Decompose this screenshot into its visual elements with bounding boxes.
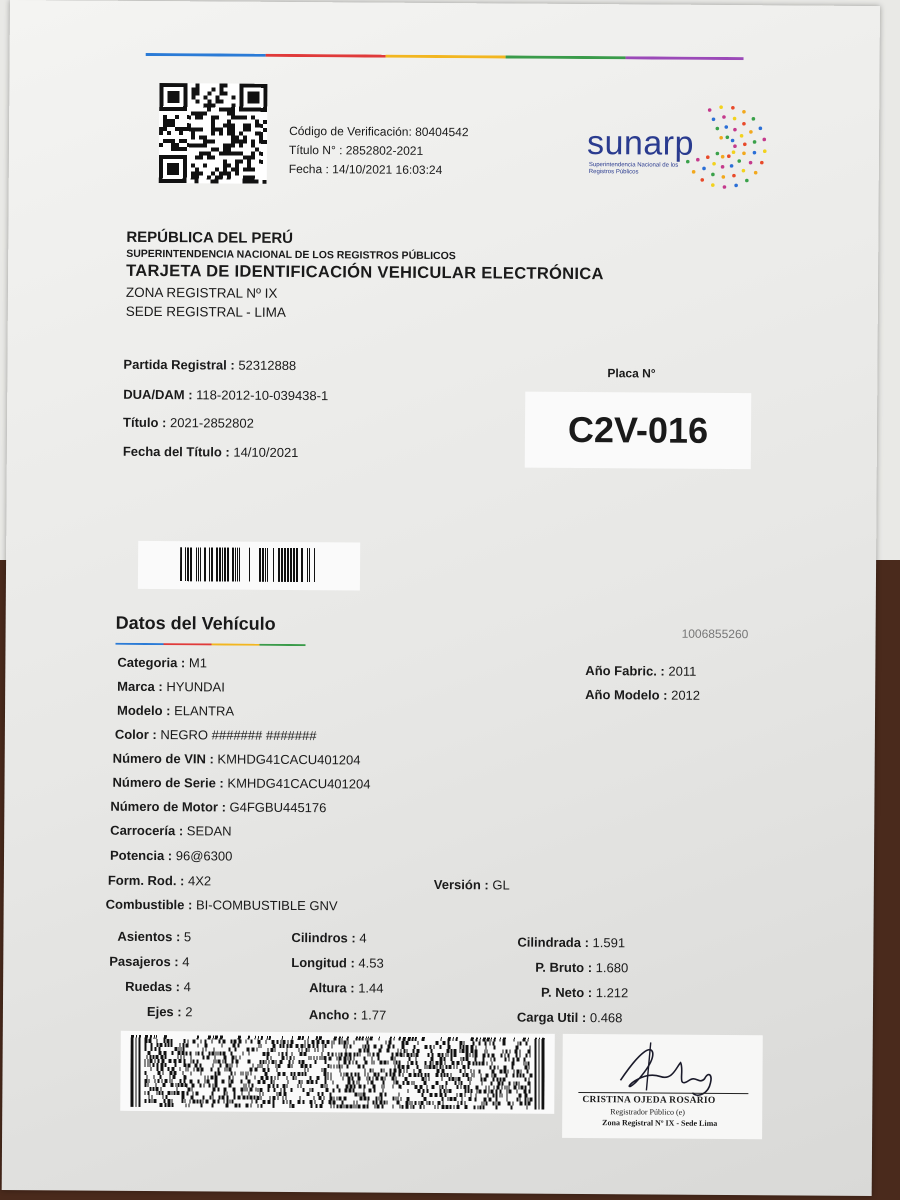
anio-fabric-field (585, 663, 696, 679)
pasajeros-value: 4 (182, 954, 190, 970)
vin-value: KMHDG41CACU401204 (217, 751, 361, 768)
document-title: TARJETA DE IDENTIFICACIÓN VEHICULAR ELECTRÓNICA (126, 261, 604, 284)
ruedas-value: 4 (183, 979, 191, 995)
ejes-field (147, 1004, 193, 1019)
carroceria-label: Carrocería : (110, 822, 184, 839)
document-code: 1006855260 (681, 626, 749, 642)
modelo-label: Modelo : (116, 702, 171, 719)
motor-field (110, 799, 326, 816)
anio-fabric-label: Año Fabric. : (585, 663, 665, 679)
cilindrada-field (517, 935, 625, 951)
document-header (126, 229, 604, 322)
logo-subtitle: Superintendencia Nacional de los Registros Públicos (588, 162, 679, 176)
signature-block (562, 1034, 763, 1139)
form-rod-value: 4X2 (187, 873, 212, 889)
anio-modelo-value: 2012 (671, 687, 701, 703)
ejes-label: Ejes : (146, 1003, 182, 1020)
ancho-value: 1.77 (360, 1007, 387, 1023)
modelo-value: ELANTRA (174, 703, 235, 719)
asientos-label: Asientos : (117, 928, 181, 945)
country-name: REPÚBLICA DEL PERÚ (126, 228, 294, 247)
modelo-field (117, 703, 234, 719)
section-underline (116, 643, 306, 646)
vin-field (113, 751, 361, 768)
agency-name: SUPERINTENDENCIA NACIONAL DE LOS REGISTROS PÚBLICOS (126, 247, 456, 263)
cilindrada-label: Cilindrada : (517, 934, 590, 951)
cilindros-field (291, 930, 366, 946)
p-bruto-label: P. Bruto : (535, 959, 593, 976)
serie-label: Número de Serie : (112, 774, 224, 791)
combustible-field (106, 897, 338, 914)
potencia-label: Potencia : (109, 847, 173, 864)
marca-field (117, 679, 225, 695)
p-neto-field (541, 985, 628, 1001)
verification-code: Código de Verificación: 80404542 (289, 123, 469, 140)
p-bruto-field (535, 960, 628, 976)
ruedas-field (125, 979, 191, 994)
anio-modelo-field (585, 687, 700, 703)
potencia-value: 96@6300 (175, 848, 233, 864)
longitud-field (291, 955, 384, 971)
cilindros-label: Cilindros : (291, 929, 356, 946)
fecha-titulo-value: 14/10/2021 (233, 444, 299, 461)
altura-field (309, 980, 384, 996)
anio-fabric-value: 2011 (668, 663, 697, 679)
longitud-value: 4.53 (358, 955, 384, 971)
dua-field (123, 387, 328, 403)
titulo-value: 2021-2852802 (169, 415, 254, 431)
combustible-value: BI-COMBUSTIBLE GNV (195, 897, 338, 914)
categoria-field (117, 655, 207, 671)
titulo-field (123, 415, 254, 431)
categoria-value: M1 (188, 655, 208, 671)
motor-value: G4FGBU445176 (229, 799, 327, 816)
version-field (434, 877, 510, 893)
asientos-field (117, 929, 191, 945)
pasajeros-label: Pasajeros : (109, 953, 179, 970)
vin-label: Número de VIN : (112, 750, 214, 767)
signer-name: CRISTINA OJEDA ROSARIO (582, 1095, 716, 1106)
carga-util-label: Carga Util : (516, 1009, 587, 1026)
altura-label: Altura : (309, 980, 355, 996)
color-stripe (146, 53, 744, 60)
fecha-titulo-label: Fecha del Título : (122, 443, 230, 460)
potencia-field (110, 848, 232, 864)
ancho-field (309, 1007, 386, 1023)
motor-label: Número de Motor : (110, 798, 226, 815)
fecha-titulo-field (123, 444, 299, 460)
color-label: Color : (114, 726, 157, 743)
vehicle-section-title: Datos del Vehículo (115, 612, 276, 634)
registry-seat: SEDE REGISTRAL - LIMA (125, 303, 286, 320)
carroceria-field (110, 823, 232, 839)
verification-date: Fecha : 14/10/2021 16:03:24 (288, 161, 443, 178)
color-field (115, 727, 317, 743)
color-value: NEGRO ####### ####### (160, 727, 317, 744)
cilindros-value: 4 (359, 930, 367, 946)
dua-label: DUA/DAM : (123, 386, 193, 403)
logo-wordmark: sunarp (586, 124, 695, 163)
registry-zone: ZONA REGISTRAL Nº IX (125, 284, 278, 301)
marca-label: Marca : (117, 678, 163, 695)
longitud-label: Longitud : (291, 954, 355, 971)
partida-field (123, 357, 296, 373)
carga-util-value: 0.468 (589, 1010, 623, 1026)
plate-number: C2V-016 (525, 392, 752, 470)
carga-util-field (517, 1010, 623, 1026)
verification-title-number: Título N° : 2852802-2021 (288, 142, 424, 158)
plate-label: Placa N° (607, 366, 656, 381)
partida-label: Partida Registral : (123, 356, 235, 373)
categoria-label: Categoria : (117, 654, 186, 671)
pasajeros-field (109, 954, 189, 970)
combustible-label: Combustible : (105, 896, 193, 913)
p-neto-label: P. Neto : (541, 984, 593, 1001)
partida-value: 52312888 (238, 357, 297, 374)
qr-code (159, 83, 268, 184)
vehicle-id-card-page (2, 0, 880, 1196)
carroceria-value: SEDAN (186, 823, 232, 839)
signer-office: Zona Registral Nº IX - Sede Lima (602, 1118, 718, 1128)
titulo-label: Título : (123, 414, 167, 431)
ejes-value: 2 (185, 1004, 193, 1020)
asientos-value: 5 (183, 929, 192, 945)
barcode-small (138, 541, 360, 591)
sunarp-logo (587, 100, 768, 191)
signer-role: Registrador Público (e) (610, 1107, 685, 1117)
verification-block (289, 122, 469, 180)
serie-field (112, 775, 370, 792)
anio-modelo-label: Año Modelo : (585, 687, 668, 703)
cilindrada-value: 1.591 (592, 935, 626, 951)
version-label: Versión : (433, 876, 489, 893)
marca-value: HYUNDAI (166, 679, 225, 695)
p-neto-value: 1.212 (595, 985, 629, 1001)
altura-value: 1.44 (358, 980, 384, 996)
form-rod-field (108, 873, 211, 889)
ancho-label: Ancho : (308, 1007, 358, 1023)
ruedas-label: Ruedas : (125, 978, 181, 995)
pdf417-barcode (120, 1031, 555, 1114)
p-bruto-value: 1.680 (595, 960, 629, 976)
version-value: GL (492, 877, 510, 893)
dua-value: 118-2012-10-039438-1 (196, 387, 329, 404)
form-rod-label: Form. Rod. : (107, 872, 185, 889)
serie-value: KMHDG41CACU401204 (227, 775, 371, 792)
